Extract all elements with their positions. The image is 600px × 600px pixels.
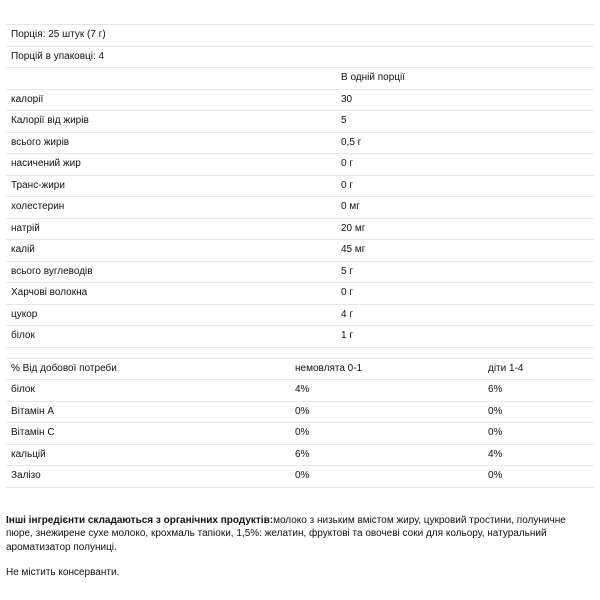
- daily-header-row: [6, 358, 594, 380]
- daily-header-label: % Від добової потреби: [6, 358, 290, 380]
- daily-value-row: [6, 401, 594, 423]
- nutrient-row: [6, 111, 594, 133]
- daily-value-children: 6%: [483, 380, 594, 402]
- daily-value-children: 0%: [483, 401, 594, 423]
- nutrient-value: 1 г: [336, 326, 594, 348]
- daily-value-infants: 0%: [290, 466, 483, 488]
- daily-value-row: [6, 444, 594, 466]
- nutrition-header-per-serving: В одній порції: [336, 68, 594, 90]
- nutrient-value: 45 мг: [336, 240, 594, 262]
- daily-value-infants: 0%: [290, 401, 483, 423]
- daily-value-infants: 4%: [290, 380, 483, 402]
- nutrient-label: насичений жир: [6, 154, 336, 176]
- nutrient-row: [6, 304, 594, 326]
- nutrient-label: Калорії від жирів: [6, 111, 336, 133]
- daily-value-label: кальцій: [6, 444, 290, 466]
- nutrient-label: Харчові волокна: [6, 283, 336, 305]
- daily-value-infants: 0%: [290, 423, 483, 445]
- daily-value-label: Вітамін C: [6, 423, 290, 445]
- daily-value-row: [6, 380, 594, 402]
- nutrient-row: [6, 326, 594, 348]
- nutrient-row: [6, 261, 594, 283]
- nutrient-value: 5: [336, 111, 594, 133]
- nutrient-label: білок: [6, 326, 336, 348]
- ingredients-paragraph: [6, 514, 588, 555]
- nutrient-row: [6, 218, 594, 240]
- nutrient-row: [6, 132, 594, 154]
- daily-header-infants: немовлята 0-1: [290, 358, 483, 380]
- nutrient-label: натрій: [6, 218, 336, 240]
- daily-rows: [6, 380, 594, 488]
- nutrient-value: 4 г: [336, 304, 594, 326]
- nutrient-label: калій: [6, 240, 336, 262]
- nutrient-value: 0 г: [336, 154, 594, 176]
- nutrient-label: всього жирів: [6, 132, 336, 154]
- nutrient-label: всього вуглеводів: [6, 261, 336, 283]
- nutrient-value: 20 мг: [336, 218, 594, 240]
- nutrient-row: [6, 240, 594, 262]
- servings-per-package-row: [6, 46, 594, 68]
- daily-value-children: 0%: [483, 466, 594, 488]
- nutrient-label: Транс-жири: [6, 175, 336, 197]
- nutrient-value: 0 г: [336, 283, 594, 305]
- nutrient-row: [6, 175, 594, 197]
- nutrient-value: 0,5 г: [336, 132, 594, 154]
- nutrient-value: 0 мг: [336, 197, 594, 219]
- nutrient-label: калорії: [6, 89, 336, 111]
- nutrient-value: 0 г: [336, 175, 594, 197]
- nutrient-label: холестерин: [6, 197, 336, 219]
- nutrition-header-blank: [6, 68, 336, 90]
- daily-value-children: 0%: [483, 423, 594, 445]
- daily-header-children: діти 1-4: [483, 358, 594, 380]
- ingredients-text: молоко з низьким вмістом жиру, цукровий тростини, полуничне пюре, знежирене сухе молоко, крохмаль тапіоки, 1,5%: желатин, фруктові та овочеві соки для кольору, натуральний ароматизатор полуниці.: [6, 514, 566, 553]
- serving-size-row: [6, 25, 594, 47]
- daily-value-label: Вітамін A: [6, 401, 290, 423]
- daily-value-row: [6, 466, 594, 488]
- servings-per-package: Порцій в упаковці: 4: [6, 46, 594, 68]
- nutrition-facts-panel: [6, 24, 594, 579]
- daily-value-label: Залізо: [6, 466, 290, 488]
- daily-value-infants: 6%: [290, 444, 483, 466]
- nutrient-row: [6, 283, 594, 305]
- daily-value-label: білок: [6, 380, 290, 402]
- nutrient-value: 30: [336, 89, 594, 111]
- daily-value-children: 4%: [483, 444, 594, 466]
- table-spacer: [6, 348, 594, 358]
- nutrition-rows: [6, 89, 594, 347]
- preservatives-note: Не містить консерванти.: [6, 567, 120, 578]
- nutrition-header-row: [6, 68, 594, 90]
- daily-value-row: [6, 423, 594, 445]
- nutrient-row: [6, 154, 594, 176]
- nutrient-row: [6, 89, 594, 111]
- nutrient-value: 5 г: [336, 261, 594, 283]
- nutrient-row: [6, 197, 594, 219]
- serving-table: [6, 24, 594, 348]
- daily-value-table: [6, 358, 594, 488]
- ingredients-label: Інші інгредієнти складаються з органічних продуктів:: [6, 514, 274, 526]
- serving-size: Порція: 25 штук (7 г): [6, 25, 594, 47]
- nutrient-label: цукор: [6, 304, 336, 326]
